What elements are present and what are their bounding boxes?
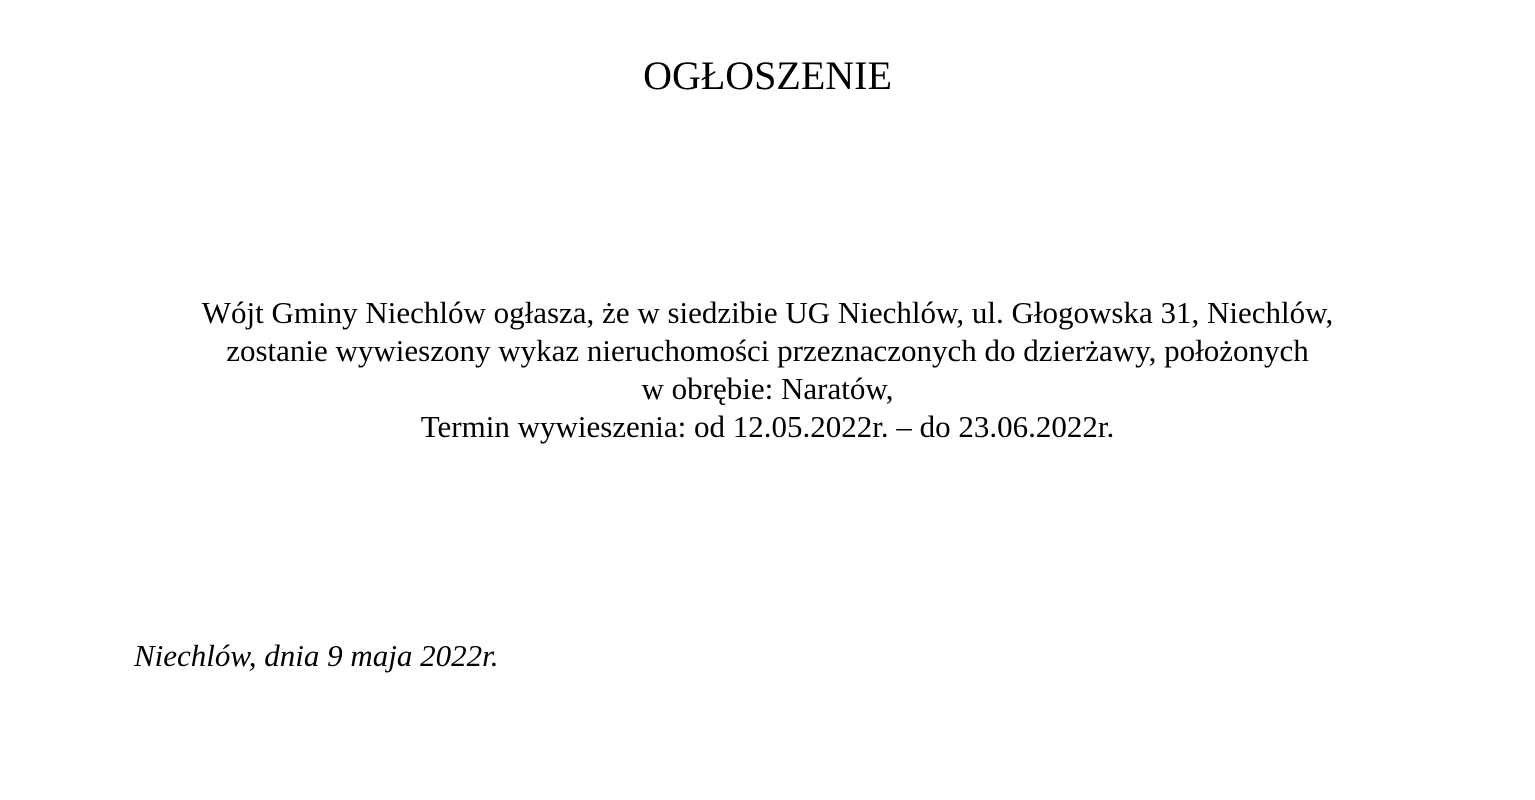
announcement-line-4: Termin wywieszenia: od 12.05.2022r. – do 23.06.2022r. <box>420 409 1115 444</box>
announcement-line-3: w obrębie: Naratów, <box>641 371 894 406</box>
announcement-body <box>0 294 1535 446</box>
announcement-line-2: zostanie wywieszony wykaz nieruchomości przeznaczonych do dzierżawy, położonych <box>226 333 1309 368</box>
place-and-date: Niechlów, dnia 9 maja 2022r. <box>134 638 499 673</box>
announcement-line-1: Wójt Gminy Niechlów ogłasza, że w siedzibie UG Niechlów, ul. Głogowska 31, Niechlów, <box>201 295 1334 330</box>
document-title: OGŁOSZENIE <box>643 53 892 98</box>
